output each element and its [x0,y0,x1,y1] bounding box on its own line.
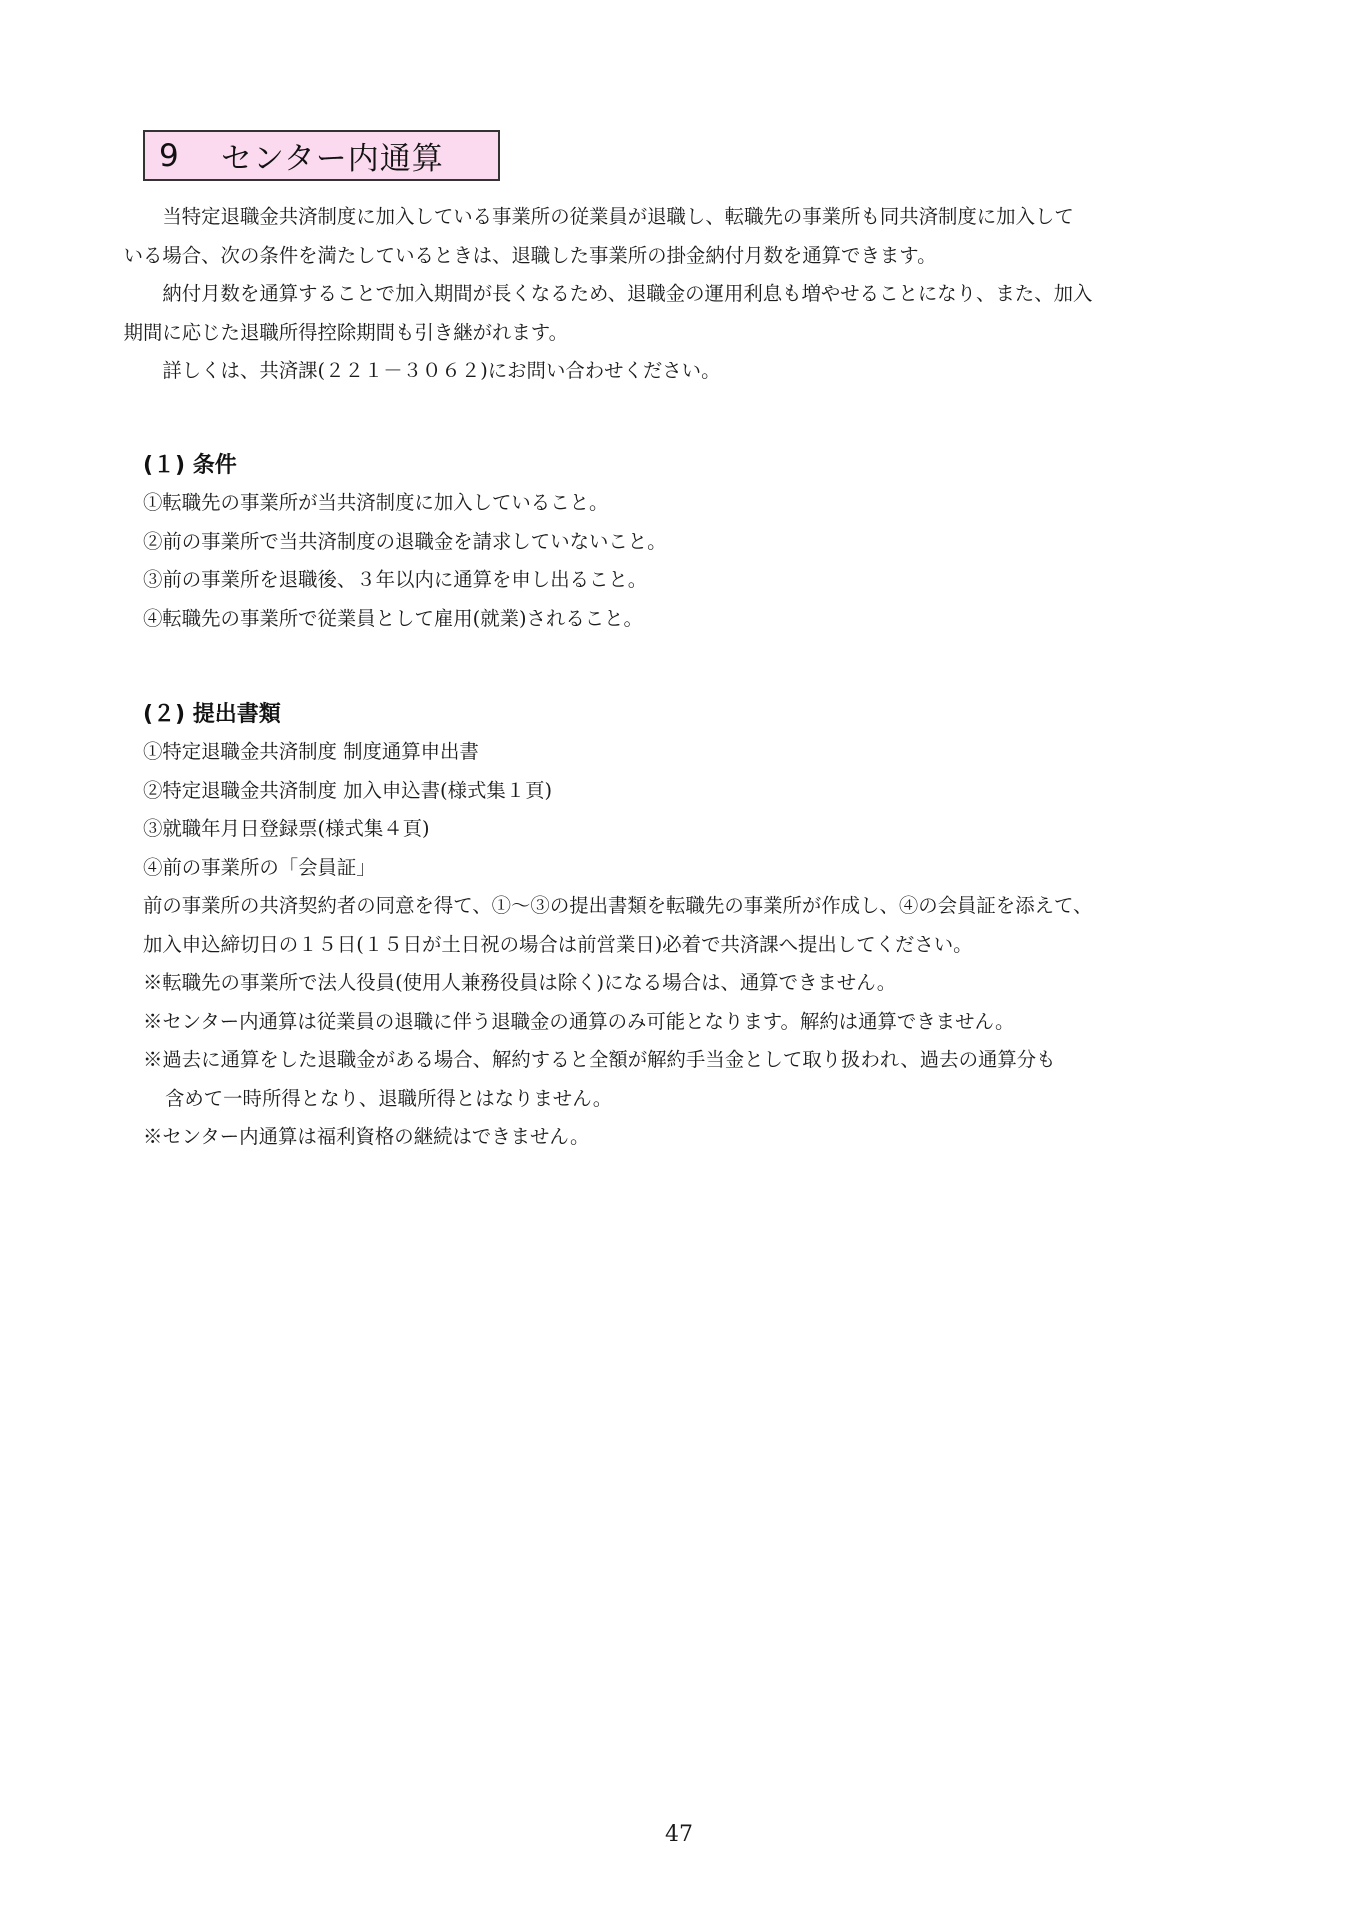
list-item: ②特定退職金共済制度 加入申込書(様式集１頁) [143,778,553,802]
list-item: ④前の事業所の「会員証」 [143,855,376,879]
list-item: ※センター内通算は福利資格の継続はできません。 [143,1125,590,1148]
list-item: ※過去に通算をした退職金がある場合、解約すると全額が解約手当金として取り扱われ、過去の通算分も [143,1048,1056,1071]
list-item: ④転職先の事業所で従業員として雇用(就業)されること。 [143,606,643,630]
intro-paragraph-3 [143,352,1223,391]
list-item: 含めて一時所得となり、退職所得とはなりません。 [165,1086,613,1110]
section-title-text: センター内通算 [221,141,444,177]
section-title [143,130,500,181]
documents-list [143,733,1233,1157]
intro-paragraph-2-line-2: 期間に応じた退職所得控除期間も引き継がれます。 [123,320,569,344]
list-item: ①特定退職金共済制度 制度通算申出書 [143,740,479,763]
list-item: 前の事業所の共済契約者の同意を得て、①～③の提出書類を転職先の事業所が作成し、④の会員証を添えて、 [143,894,1093,917]
list-item: ※転職先の事業所で法人役員(使用人兼務役員は除く)になる場合は、通算できません。 [143,971,897,994]
documents-heading: (２) 提出書類 [143,702,281,727]
intro-paragraph-2 [123,275,1223,352]
list-item: ③就職年月日登録票(様式集４頁) [143,817,430,840]
page-number: 47 [665,1822,693,1847]
list-item: ③前の事業所を退職後、３年以内に通算を申し出ること。 [143,568,648,591]
intro-contact-line: 詳しくは、共済課(２２１－３０６２)にお問い合わせください。 [162,359,721,382]
conditions-list [143,484,1233,638]
intro-paragraph-1-line-2: いる場合、次の条件を満たしているときは、退職した事業所の掛金納付月数を通算できます。 [123,243,937,267]
section-number: 9 [159,137,180,174]
intro-paragraph-1-line-1: 当特定退職金共済制度に加入している事業所の従業員が退職し、転職先の事業所も同共済制度に加入して [162,205,1074,228]
intro-paragraph-2-line-1: 納付月数を通算することで加入期間が長くなるため、退職金の運用利息も増やせることになり、また、加入 [162,282,1093,305]
list-item: ①転職先の事業所が当共済制度に加入していること。 [143,491,609,514]
intro-text [123,198,1223,391]
conditions-heading: (１) 条件 [143,453,237,478]
list-item: 加入申込締切日の１５日(１５日が土日祝の場合は前営業日)必着で共済課へ提出してください。 [143,932,973,956]
intro-paragraph-1 [123,198,1223,275]
list-item: ②前の事業所で当共済制度の退職金を請求していないこと。 [143,529,667,553]
list-item: ※センター内通算は従業員の退職に伴う退職金の通算のみ可能となります。解約は通算できません。 [143,1009,1015,1033]
